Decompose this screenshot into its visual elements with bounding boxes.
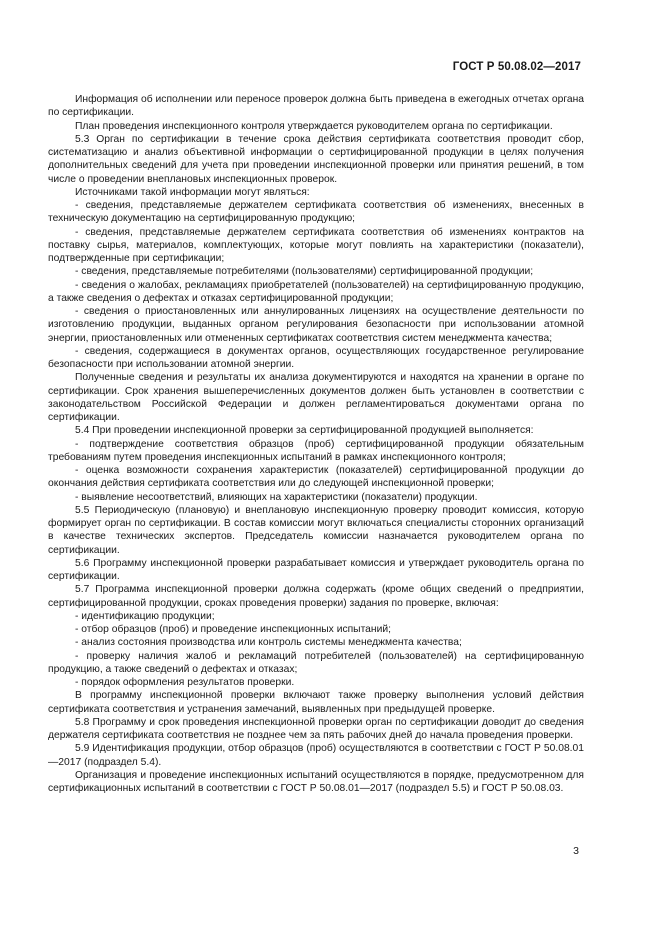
paragraph: Информация об исполнении или переносе проверок должна быть приведена в ежегодных отчетах органа по сертификации.	[48, 94, 584, 119]
paragraph: 5.7 Программа инспекционной проверки должна содержать (кроме общих сведений о предприятии, сертифицированной продукции, сроках проведения проверки) задания по проверке, включая:	[48, 584, 584, 609]
list-item: - анализ состояния производства или контроль системы менеджмента качества;	[75, 637, 462, 649]
paragraph: 5.5 Периодическую (плановую) и внеплановую инспекционную проверку проводит комиссия, которую формирует орган по сертификации. В состав комиссии могут включаться специалисты сторонних организаций в качестве технических экспертов. Председатель комиссии назначается руководителем органа по сертификации.	[48, 504, 584, 556]
list-item: - отбор образцов (проб) и проведение инспекционных испытаний;	[75, 624, 391, 635]
paragraph: 5.8 Программу и срок проведения инспекционной проверки орган по сертификации доводит до сведения держателя сертификата соответствия не позднее чем за пять рабочих дней до начала проведения проверки.	[48, 716, 584, 741]
list-item: - выявление несоответствий, влияющих на характеристики (показатели) продукции.	[75, 491, 478, 503]
paragraph: 5.4 При проведении инспекционной проверки за сертифицированной продукцией выполняется:	[75, 425, 534, 437]
paragraph: 5.6 Программу инспекционной проверки разрабатывает комиссия и утверждает руководитель органа по сертификации.	[48, 557, 584, 582]
paragraph: Источниками такой информации могут являться:	[75, 186, 310, 198]
list-item: - идентификацию продукции;	[75, 610, 215, 622]
paragraph: 5.3 Орган по сертификации в течение срока действия сертификата соответствия проводит сбор, систематизацию и анализ объективной информации о сертифицированной продукции в целях получения дополнительных сведений для учета при проведении инспекционной проверки или принятия решений, в том числе о проведении внеплановых инспекционных проверок.	[48, 133, 584, 185]
list-item: - подтверждение соответствия образцов (проб) сертифицированной продукции обязательным требованиям путем проведения инспекционных испытаний в рамках инспекционного контроля;	[48, 438, 584, 463]
list-item: - сведения, представляемые держателем сертификата соответствия об изменениях контрактов на поставку сырья, материалов, комплектующих, которые могут повлиять на характеристики (показатели), подтвержденные при сертификации;	[48, 226, 584, 264]
list-item: - оценка возможности сохранения характеристик (показателей) сертифицированной продукции до окончания действия сертификата соответствия или до следующей инспекционной проверки;	[48, 465, 584, 490]
document-code-header: ГОСТ Р 50.08.02—2017	[452, 61, 581, 73]
paragraph: 5.9 Идентификация продукции, отбор образцов (проб) осуществляются в соответствии с ГОСТ Р 50.08.01—2017 (подраздел 5.4).	[48, 743, 584, 768]
list-item: - сведения о жалобах, рекламациях приобретателей (пользователей) на сертифицированную продукцию, а также сведения о дефектах и отказах сертифицированной продукции;	[48, 279, 584, 304]
page-number: 3	[573, 845, 579, 857]
document-body	[48, 93, 584, 795]
paragraph: В программу инспекционной проверки включают также проверку выполнения условий действия сертификата соответствия и устранения замечаний, выявленных при предыдущей проверке.	[48, 690, 584, 715]
list-item: - сведения, содержащиеся в документах органов, осуществляющих государственное регулирование безопасности при использовании атомной энергии.	[48, 345, 584, 370]
list-item: - сведения, представляемые потребителями (пользователями) сертифицированной продукции;	[75, 266, 534, 278]
paragraph: План проведения инспекционного контроля утверждается руководителем органа по сертификации.	[75, 120, 553, 132]
list-item: - сведения о приостановленных или аннулированных лицензиях на осуществление деятельности по изготовлению продукции, выданных органом регулирования безопасности при использовании атомной энергии, приостановленных или отмененных сертификатах соответствия систем менеджмента качества;	[48, 306, 584, 344]
list-item: - порядок оформления результатов проверки.	[75, 677, 295, 688]
paragraph: Организация и проведение инспекционных испытаний осуществляются в порядке, предусмотренном для сертификационных испытаний в соответствии с ГОСТ Р 50.08.01—2017 (подраздел 5.5) и ГОСТ Р 50.08.03.	[48, 769, 584, 794]
list-item: - сведения, представляемые держателем сертификата соответствия об изменениях, внесенных в техническую документацию на сертифицированную продукцию;	[48, 200, 584, 225]
list-item: - проверку наличия жалоб и рекламаций потребителей (пользователей) на сертифицированную продукцию, а также сведений о дефектах и отказах;	[48, 650, 584, 675]
paragraph: Полученные сведения и результаты их анализа документируются и находятся на хранении в органе по сертификации. Срок хранения вышеперечисленных документов должен быть установлен в соответствии с законодательством Российской Федерации и должен регламентироваться документами органа по сертификации.	[48, 372, 584, 423]
